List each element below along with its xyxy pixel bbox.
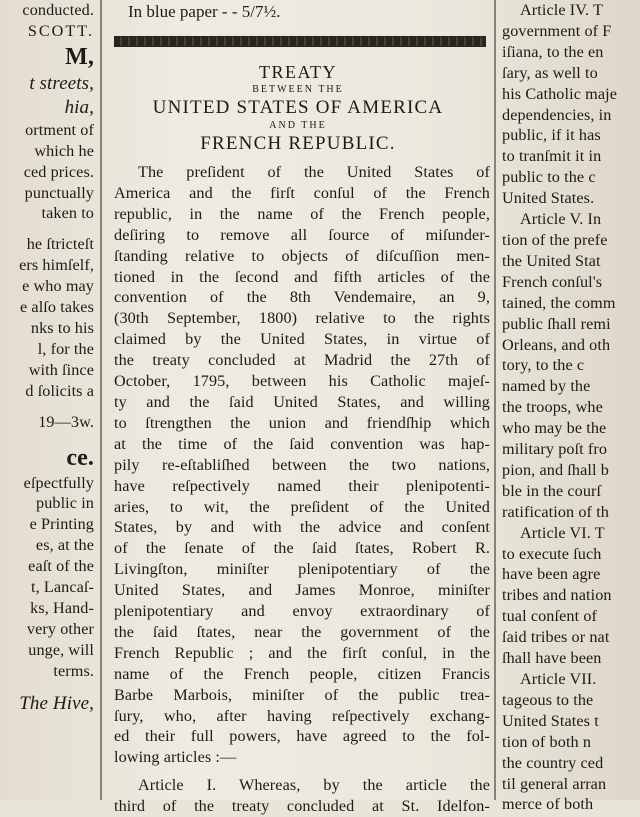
right-column-line: his Catholic maje — [502, 84, 617, 103]
right-column-line: pion, and ſhall b — [502, 460, 609, 479]
treaty-paragraph-line: have reſpectively named their plenipotenti- — [114, 476, 490, 495]
right-column-line: ratification of th — [502, 502, 609, 521]
treaty-paragraph-line: (30th September, 1800) relative to the rights — [114, 309, 490, 328]
left-column-line: M, — [65, 43, 94, 70]
left-column-line: l, for the — [37, 339, 94, 358]
column-rule-right — [494, 0, 496, 800]
right-column-line: public, if it has — [502, 126, 601, 145]
left-column-line: which he — [34, 141, 94, 160]
left-column-line: ers himſelf, — [19, 256, 94, 275]
treaty-paragraph-line: lowing articles :— — [114, 748, 237, 767]
right-column-line: who may be the — [502, 419, 607, 438]
treaty-paragraph-line: States, by and with the advice and conſent — [114, 518, 490, 537]
treaty-heading — [104, 62, 492, 155]
left-column-line — [19, 682, 94, 692]
right-column-line: til general arran — [502, 774, 607, 793]
left-column-line: punctually — [24, 183, 94, 202]
left-column-line: nks to his — [30, 318, 94, 337]
treaty-paragraph-line: aries, to wit, the preſident of the United — [114, 497, 490, 516]
left-column-line — [19, 224, 94, 234]
right-column-line: named by the — [502, 377, 591, 396]
left-column-line: ce. — [66, 444, 94, 471]
left-column-line: e who may — [22, 277, 94, 296]
right-column-line: to tranſmit it in — [502, 147, 602, 166]
article-heading-line: Article IV. T — [520, 1, 603, 19]
treaty-paragraph-line: Barbe Marbois, miniſter of the public trea- — [114, 685, 490, 704]
left-column-line: hia, — [64, 96, 94, 118]
left-column-line: eaſt of the — [28, 557, 94, 576]
left-column-line: unge, will — [28, 640, 94, 659]
left-column-line: ks, Hand- — [30, 598, 94, 617]
treaty-paragraph-line: The preſident of the United States of — [138, 163, 490, 181]
left-column-text — [19, 0, 94, 716]
right-column-line: military poſt fro — [502, 440, 608, 459]
treaty-body — [114, 162, 490, 817]
right-column-line: iſiana, to the en — [502, 42, 604, 61]
ornamental-rule — [114, 36, 486, 47]
heading-and-the: AND THE — [269, 120, 327, 131]
paragraph-spacer — [114, 768, 490, 775]
right-column-line: merce of both — [502, 795, 594, 814]
heading-between-the: BETWEEN THE — [252, 84, 344, 95]
right-column-line: ſaid tribes or nat — [502, 628, 610, 647]
article-heading-line: Article V. In — [520, 210, 602, 229]
right-column-line: tory, to the c — [502, 356, 585, 375]
treaty-paragraph-line: claimed by the United States, in virtue of — [114, 330, 490, 349]
treaty-paragraph-line: ty and the ſaid United States, and willing — [114, 392, 490, 411]
treaty-paragraph-line: America and the firſt conſul of the French — [114, 183, 490, 202]
left-column-line: e alſo takes — [19, 298, 94, 317]
left-column-line: 19—3w. — [38, 412, 94, 431]
treaty-paragraph-line: the treaty concluded at Madrid the 27th of — [114, 351, 490, 370]
right-column-line: tained, the comm — [502, 293, 616, 312]
article-one-line: third of the treaty concluded at St. Idelfon- — [114, 797, 490, 816]
right-column-line: tion of both n — [502, 732, 592, 751]
treaty-paragraph-line: the ſaid ſtates, near the government of the — [114, 622, 490, 641]
treaty-paragraph-line: at the time of the ſaid convention was hap- — [114, 434, 490, 453]
treaty-paragraph-line: United States, and James Monroe, miniſter — [114, 581, 490, 600]
right-column-line: the United Stat — [502, 251, 601, 270]
left-column-line: conducted. — [22, 1, 94, 19]
left-column-line: public in — [36, 494, 94, 513]
right-column-line: French conſul's — [502, 272, 603, 291]
right-column-line: tribes and nation — [502, 586, 612, 605]
right-column-line: United States t — [502, 711, 599, 730]
treaty-paragraph-line: pily re-eſtabliſhed between the two nations, — [114, 455, 490, 474]
left-column-line — [19, 402, 94, 412]
right-column-line: ble in the courſ — [502, 481, 602, 500]
right-column — [498, 0, 640, 814]
column-rule-left — [100, 0, 102, 800]
treaty-paragraph-line: French Republic ; and the firſt conſul, in the — [114, 643, 490, 662]
right-column-line: dependencies, in — [502, 105, 612, 124]
left-column-line: e Printing — [29, 515, 94, 534]
left-column-line: t, Lancaſ- — [30, 578, 94, 597]
article-one-line: Article I. Whereas, by the article the — [138, 776, 490, 795]
left-column-line: taken to — [41, 204, 94, 223]
left-column-line: t streets, — [29, 72, 94, 94]
left-column-line: with ſince — [28, 360, 94, 379]
treaty-paragraph-line: Livingſton, miniſter plenipotentiary of the — [114, 560, 490, 579]
treaty-paragraph-line: to ſtrengthen the union and friendſhip which — [114, 413, 490, 432]
right-column-line: tageous to the — [502, 690, 594, 709]
right-column-line: to execute ſuch — [502, 544, 602, 563]
heading-treaty: TREATY — [259, 62, 337, 82]
treaty-paragraph-line: deſiring to remove all ſource of miſunder- — [114, 225, 490, 244]
treaty-paragraph-line: of the ſenate of the ſaid ſtates, Robert R. — [114, 539, 490, 558]
right-column-text — [502, 0, 617, 815]
right-column-line: public to the c — [502, 168, 596, 187]
heading-french-republic: FRENCH REPUBLIC. — [200, 133, 396, 154]
left-column-line: very other — [26, 619, 94, 638]
right-column-line: ſary, as well to — [502, 63, 598, 82]
right-column-line: tual conſent of — [502, 607, 597, 626]
middle-column — [104, 0, 492, 816]
article-heading-line: Article VI. T — [520, 523, 605, 542]
article-heading-line: Article VII. — [520, 670, 597, 688]
right-column-line: United States. — [502, 189, 595, 208]
right-column-line: the troops, whe — [502, 398, 603, 417]
left-column-line: es, at the — [35, 536, 94, 555]
left-column-line: ortment of — [25, 120, 94, 139]
right-column-line: have been agre — [502, 565, 601, 584]
left-column-line: The Hive, — [19, 692, 94, 714]
right-column-line: public ſhall remi — [502, 314, 611, 333]
treaty-paragraph-line: convention of the 8th Vendemaire, an 9, — [114, 288, 490, 307]
treaty-paragraph-line: republic, in the name of the French people, — [114, 204, 490, 223]
left-column-line: ced prices. — [23, 162, 94, 181]
right-column-line: government of F — [502, 21, 612, 40]
price-line: In blue paper - - 5/7½. — [128, 2, 281, 21]
left-column-line: he ſtricteſt — [26, 235, 94, 254]
treaty-paragraph-line: plenipotentiary and envoy extraordinary of — [114, 602, 490, 621]
treaty-paragraph-line: name of the French people, citizen Francis — [114, 664, 490, 683]
left-column — [0, 0, 98, 800]
treaty-paragraph-line: ſury, who, after having reſpectively exchang- — [114, 706, 490, 725]
right-column-line: the country ced — [502, 753, 604, 772]
treaty-paragraph-line: ed their full powers, have agreed to the fol- — [114, 727, 490, 746]
treaty-paragraph-line: ſtanding relative to objects of diſcuſſion men- — [114, 246, 490, 265]
heading-united-states: UNITED STATES OF AMERICA — [152, 97, 444, 118]
left-column-line — [19, 433, 94, 443]
right-column-line: Orleans, and oth — [502, 335, 611, 354]
right-column-line: tion of the prefe — [502, 230, 608, 249]
treaty-paragraph-line: October, 1795, between his Catholic majeſ- — [114, 372, 490, 391]
right-column-line: ſhall have been — [502, 649, 602, 668]
left-column-line: SCOTT. — [27, 21, 94, 40]
treaty-paragraph-line: tioned in the ſecond and fifth articles of the — [114, 267, 490, 286]
left-column-line: eſpectfully — [23, 473, 94, 492]
left-column-line: terms. — [53, 661, 94, 680]
left-column-line: d ſolicits a — [25, 381, 94, 400]
